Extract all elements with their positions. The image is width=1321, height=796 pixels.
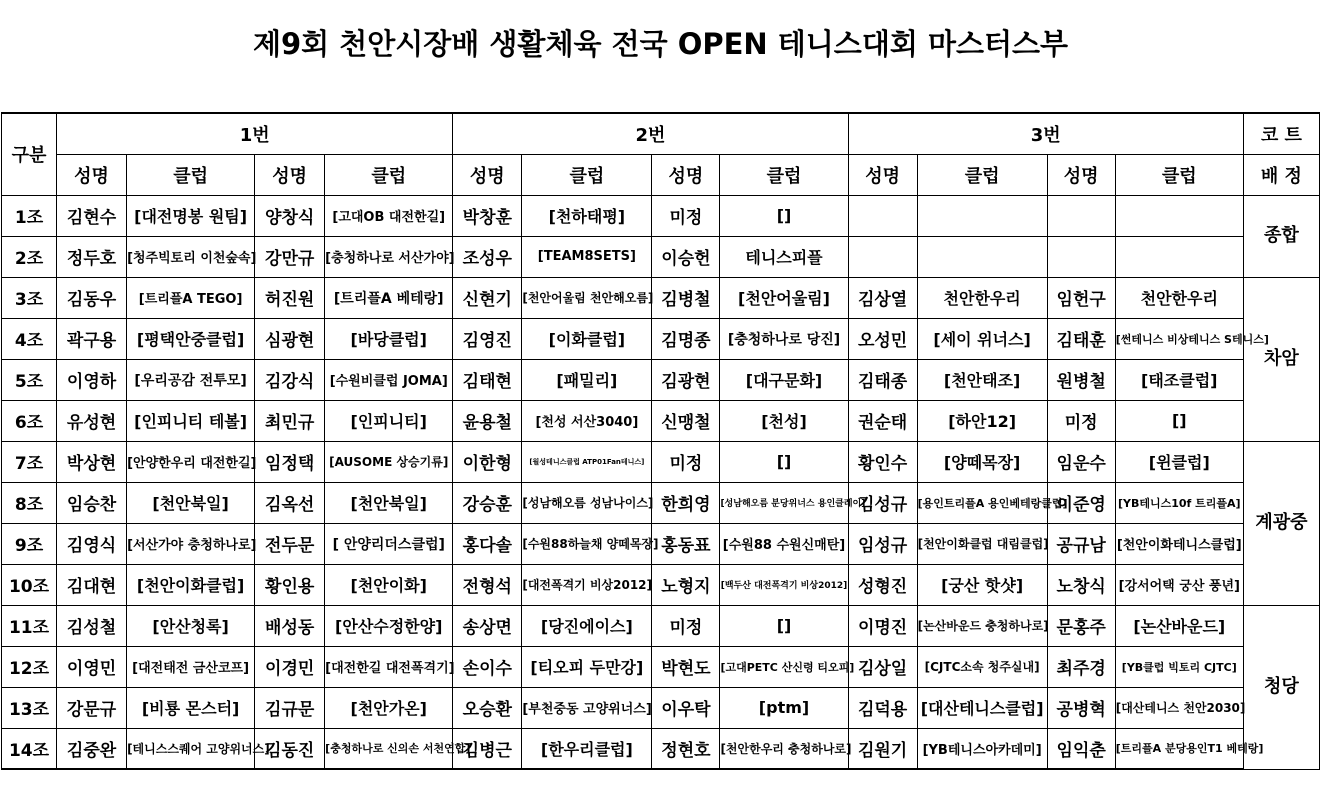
- club-name: [비룡 몬스터]: [127, 687, 255, 728]
- club-name: [충청하나로 당진]: [720, 318, 848, 359]
- club-name: [천안이화클럽]: [127, 564, 255, 605]
- club-name: [강서어택 궁산 풍년]: [1115, 564, 1243, 605]
- player-name: 김현수: [57, 195, 127, 236]
- player-name: 이영민: [57, 646, 127, 687]
- table-row: [2, 359, 1320, 400]
- player-name: 미정: [652, 195, 720, 236]
- table-row: [2, 236, 1320, 277]
- club-name: []: [720, 195, 848, 236]
- player-name: 김대현: [57, 564, 127, 605]
- club-name: [천안태조]: [917, 359, 1047, 400]
- player-name: 윤용철: [453, 400, 522, 441]
- player-name: 최주경: [1047, 646, 1115, 687]
- club-name: [한우리클럽]: [522, 728, 652, 769]
- court-venue: 차암: [1243, 277, 1319, 441]
- club-name: [트리플A 분당용인T1 베테랑]: [1115, 728, 1243, 769]
- table-row: [2, 728, 1320, 769]
- player-name: 원병철: [1047, 359, 1115, 400]
- player-name: 김병철: [652, 277, 720, 318]
- player-name: 황인수: [848, 441, 917, 482]
- club-name: [논산바운드]: [1115, 605, 1243, 646]
- player-name: 권순태: [848, 400, 917, 441]
- club-header: 클럽: [325, 154, 453, 195]
- name-header: 성명: [652, 154, 720, 195]
- court-2-header: 2번: [453, 113, 848, 154]
- club-name: [안산청록]: [127, 605, 255, 646]
- club-header: 클럽: [917, 154, 1047, 195]
- group-label: 3조: [2, 277, 57, 318]
- player-name: 전두문: [255, 523, 325, 564]
- player-name: 미정: [1047, 400, 1115, 441]
- club-header: 클럽: [522, 154, 652, 195]
- name-header: 성명: [57, 154, 127, 195]
- player-name: 미정: [652, 605, 720, 646]
- player-name: 박창훈: [453, 195, 522, 236]
- club-name: [부천중동 고양위너스]: [522, 687, 652, 728]
- name-header: 성명: [255, 154, 325, 195]
- group-label: 14조: [2, 728, 57, 769]
- player-name: 공규남: [1047, 523, 1115, 564]
- club-name: [당진에이스]: [522, 605, 652, 646]
- player-name: 김원기: [848, 728, 917, 769]
- club-name: []: [720, 605, 848, 646]
- player-name: 김상열: [848, 277, 917, 318]
- club-name: [대산테니스클럽]: [917, 687, 1047, 728]
- player-name: 김태현: [453, 359, 522, 400]
- name-header: 성명: [453, 154, 522, 195]
- player-name: 허진원: [255, 277, 325, 318]
- club-name: [바당클럽]: [325, 318, 453, 359]
- player-name: 양창식: [255, 195, 325, 236]
- group-header: 구분: [2, 113, 57, 195]
- player-name: 김동진: [255, 728, 325, 769]
- table-row: [2, 646, 1320, 687]
- court-3-header: 3번: [848, 113, 1243, 154]
- player-name: 정두호: [57, 236, 127, 277]
- court-venue: 종합: [1243, 195, 1319, 277]
- player-name: 정현호: [652, 728, 720, 769]
- table-row: [2, 400, 1320, 441]
- club-name: [천안이화클럽 대림클럽]: [917, 523, 1047, 564]
- club-name: [패밀리]: [522, 359, 652, 400]
- player-name: 김중완: [57, 728, 127, 769]
- club-name: [CJTC소속 청주실내]: [917, 646, 1047, 687]
- club-name: [성남해오름 성남나이스]: [522, 482, 652, 523]
- player-name: 김상일: [848, 646, 917, 687]
- table-row: [2, 441, 1320, 482]
- club-name: [천안한우리 충청하나로]: [720, 728, 848, 769]
- club-name: [이화클럽]: [522, 318, 652, 359]
- player-name: 강만규: [255, 236, 325, 277]
- player-name: 김태종: [848, 359, 917, 400]
- player-name: 이경민: [255, 646, 325, 687]
- club-name: [고대PETC 산신령 티오피]: [720, 646, 848, 687]
- club-name: [917, 236, 1047, 277]
- club-name: [태조클럽]: [1115, 359, 1243, 400]
- player-name: 박현도: [652, 646, 720, 687]
- player-name: 임성규: [848, 523, 917, 564]
- player-name: 김강식: [255, 359, 325, 400]
- player-name: 임익춘: [1047, 728, 1115, 769]
- player-name: 김규문: [255, 687, 325, 728]
- player-name: 김명종: [652, 318, 720, 359]
- club-name: [ 안양리더스클럽]: [325, 523, 453, 564]
- club-name: [양떼목장]: [917, 441, 1047, 482]
- table-row: [2, 318, 1320, 359]
- player-name: 이명진: [848, 605, 917, 646]
- club-name: [수원비클럽 JOMA]: [325, 359, 453, 400]
- table-row: [2, 687, 1320, 728]
- player-name: 홍동표: [652, 523, 720, 564]
- table-row: [2, 482, 1320, 523]
- player-name: 배성동: [255, 605, 325, 646]
- player-name: 손이수: [453, 646, 522, 687]
- group-label: 12조: [2, 646, 57, 687]
- club-name: [YB테니스아카데미]: [917, 728, 1047, 769]
- player-name: 한희영: [652, 482, 720, 523]
- group-label: 9조: [2, 523, 57, 564]
- player-name: 임정택: [255, 441, 325, 482]
- player-name: 전형석: [453, 564, 522, 605]
- club-name: [하안12]: [917, 400, 1047, 441]
- group-label: 2조: [2, 236, 57, 277]
- player-name: 문홍주: [1047, 605, 1115, 646]
- player-name: 송상면: [453, 605, 522, 646]
- player-name: 노창식: [1047, 564, 1115, 605]
- club-name: []: [720, 441, 848, 482]
- club-name: [YB테니스10f 트리플A]: [1115, 482, 1243, 523]
- player-name: 최민규: [255, 400, 325, 441]
- club-name: [테니스스퀘어 고양위너스]: [127, 728, 255, 769]
- club-name: [천성 서산3040]: [522, 400, 652, 441]
- club-name: [고대OB 대전한길]: [325, 195, 453, 236]
- player-name: [1047, 236, 1115, 277]
- club-name: [천하태평]: [522, 195, 652, 236]
- club-name: [충청하나로 신의손 서천연합]: [325, 728, 453, 769]
- club-name: [천성]: [720, 400, 848, 441]
- club-name: [천안북일]: [127, 482, 255, 523]
- group-label: 4조: [2, 318, 57, 359]
- table-row: [2, 564, 1320, 605]
- player-name: 김성규: [848, 482, 917, 523]
- club-name: [우리공감 전투모]: [127, 359, 255, 400]
- club-name: [대산테니스 천안2030]: [1115, 687, 1243, 728]
- player-name: 노형지: [652, 564, 720, 605]
- player-name: 임운수: [1047, 441, 1115, 482]
- club-name: [궁산 핫샷]: [917, 564, 1047, 605]
- player-name: 유성현: [57, 400, 127, 441]
- club-name: [서산가야 충청하나로]: [127, 523, 255, 564]
- player-name: 조성우: [453, 236, 522, 277]
- club-name: [천안이화]: [325, 564, 453, 605]
- court-1-header: 1번: [57, 113, 453, 154]
- club-name: [성남해오름 분당위너스 용인클레이]: [720, 482, 848, 523]
- court-venue: 청당: [1243, 605, 1319, 769]
- club-name: [대전태전 금산코프]: [127, 646, 255, 687]
- club-name: [천안이화테니스클럽]: [1115, 523, 1243, 564]
- name-header: 성명: [848, 154, 917, 195]
- player-name: 김영식: [57, 523, 127, 564]
- club-header: 클럽: [720, 154, 848, 195]
- player-name: 신현기: [453, 277, 522, 318]
- player-name: 강문규: [57, 687, 127, 728]
- player-name: 이영하: [57, 359, 127, 400]
- table-row: [2, 195, 1320, 236]
- player-name: 이한형: [453, 441, 522, 482]
- player-name: 홍다솔: [453, 523, 522, 564]
- group-label: 7조: [2, 441, 57, 482]
- player-name: 임헌구: [1047, 277, 1115, 318]
- club-name: [안산수정한양]: [325, 605, 453, 646]
- player-name: 김덕용: [848, 687, 917, 728]
- name-header: 성명: [1047, 154, 1115, 195]
- club-name: [월성테니스클럽 ATP01Fan테니스]: [522, 441, 652, 482]
- club-name: [YB클럽 빅토리 CJTC]: [1115, 646, 1243, 687]
- player-name: 김태훈: [1047, 318, 1115, 359]
- player-name: 신맹철: [652, 400, 720, 441]
- club-name: 천안한우리: [1115, 277, 1243, 318]
- table-row: [2, 277, 1320, 318]
- club-name: [백두산 대전폭격기 비상2012]: [720, 564, 848, 605]
- club-name: 테니스피플: [720, 236, 848, 277]
- player-name: 이준영: [1047, 482, 1115, 523]
- court-venue: 계광중: [1243, 441, 1319, 605]
- club-name: [인피니티 테볼]: [127, 400, 255, 441]
- player-name: 이승헌: [652, 236, 720, 277]
- group-label: 8조: [2, 482, 57, 523]
- club-name: [논산바운드 충청하나로]: [917, 605, 1047, 646]
- player-name: 오승환: [453, 687, 522, 728]
- player-name: 김옥선: [255, 482, 325, 523]
- player-name: 김동우: [57, 277, 127, 318]
- player-name: [848, 236, 917, 277]
- player-name: 강승훈: [453, 482, 522, 523]
- player-name: 박상현: [57, 441, 127, 482]
- club-name: [TEAM8SETS]: [522, 236, 652, 277]
- court-assign-label: 배 정: [1243, 154, 1319, 195]
- club-name: [안양한우리 대전한길]: [127, 441, 255, 482]
- club-name: [천안북일]: [325, 482, 453, 523]
- court-no-label: 코 트: [1243, 113, 1319, 154]
- club-name: [천안어울림 천안해오름]: [522, 277, 652, 318]
- player-name: 김광현: [652, 359, 720, 400]
- club-name: [대전폭격기 비상2012]: [522, 564, 652, 605]
- player-name: 황인용: [255, 564, 325, 605]
- player-name: 김영진: [453, 318, 522, 359]
- player-name: 임승찬: [57, 482, 127, 523]
- club-name: [충청하나로 서산가야]: [325, 236, 453, 277]
- player-name: 곽구용: [57, 318, 127, 359]
- player-name: [1047, 195, 1115, 236]
- club-name: [917, 195, 1047, 236]
- club-name: []: [1115, 400, 1243, 441]
- player-name: 오성민: [848, 318, 917, 359]
- player-name: 공병혁: [1047, 687, 1115, 728]
- club-name: 천안한우리: [917, 277, 1047, 318]
- club-name: [1115, 195, 1243, 236]
- bracket-table: [1, 112, 1320, 770]
- club-name: [윈클럽]: [1115, 441, 1243, 482]
- player-name: 미정: [652, 441, 720, 482]
- group-label: 5조: [2, 359, 57, 400]
- table-row: [2, 605, 1320, 646]
- club-name: [대전명봉 원팀]: [127, 195, 255, 236]
- group-label: 10조: [2, 564, 57, 605]
- club-name: [썬테니스 비상테니스 S테니스]: [1115, 318, 1243, 359]
- club-name: [평택안중클럽]: [127, 318, 255, 359]
- player-name: 성형진: [848, 564, 917, 605]
- club-name: [대전한길 대전폭격기]: [325, 646, 453, 687]
- club-name: [용인트리플A 용인베테랑클럽]: [917, 482, 1047, 523]
- club-name: [청주빅토리 이천숲속]: [127, 236, 255, 277]
- player-name: [848, 195, 917, 236]
- player-name: 심광현: [255, 318, 325, 359]
- club-name: [세이 위너스]: [917, 318, 1047, 359]
- club-name: [트리플A TEGO]: [127, 277, 255, 318]
- club-name: [티오피 두만강]: [522, 646, 652, 687]
- player-name: 김성철: [57, 605, 127, 646]
- group-label: 1조: [2, 195, 57, 236]
- club-name: [수원88 수원신매탄]: [720, 523, 848, 564]
- club-name: [천안가온]: [325, 687, 453, 728]
- table-row: [2, 523, 1320, 564]
- club-name: [인피니티]: [325, 400, 453, 441]
- player-name: 김병근: [453, 728, 522, 769]
- group-label: 13조: [2, 687, 57, 728]
- group-label: 6조: [2, 400, 57, 441]
- club-name: [AUSOME 상승기류]: [325, 441, 453, 482]
- player-name: 이우탁: [652, 687, 720, 728]
- group-label: 11조: [2, 605, 57, 646]
- club-header: 클럽: [127, 154, 255, 195]
- club-name: [대구문화]: [720, 359, 848, 400]
- club-name: [천안어울림]: [720, 277, 848, 318]
- club-name: [ptm]: [720, 687, 848, 728]
- club-name: [수원88하늘채 양떼목장]: [522, 523, 652, 564]
- club-name: [1115, 236, 1243, 277]
- club-header: 클럽: [1115, 154, 1243, 195]
- club-name: [트리플A 베테랑]: [325, 277, 453, 318]
- page-title: 제9회 천안시장배 생활체육 전국 OPEN 테니스대회 마스터스부: [252, 27, 1069, 61]
